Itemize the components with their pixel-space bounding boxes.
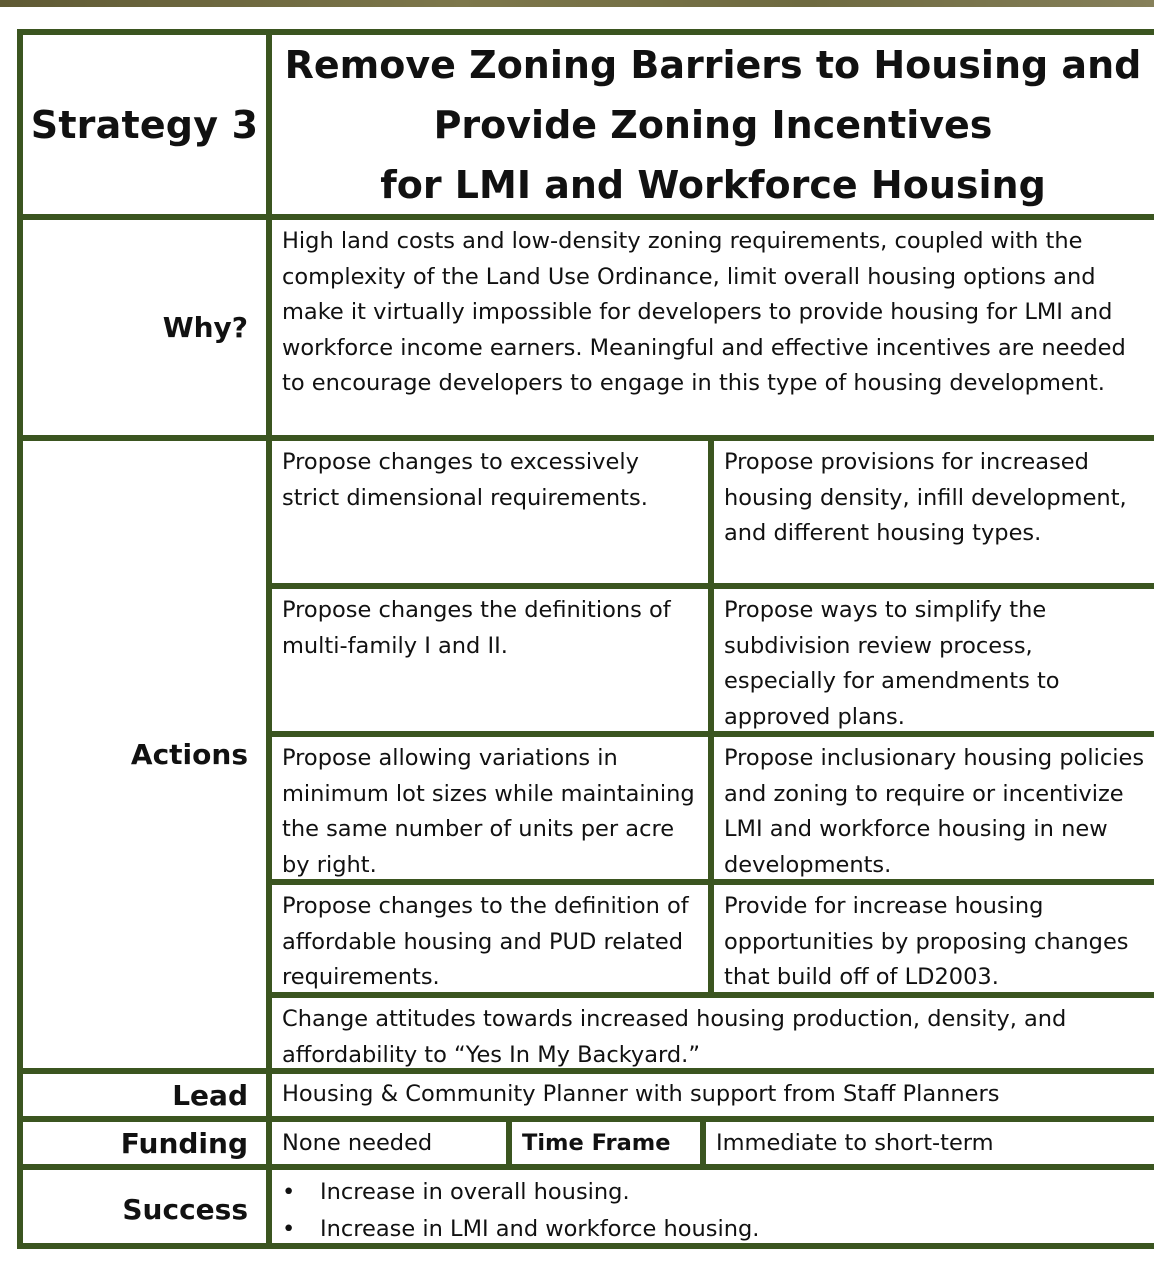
top-decorative-strip [0, 0, 1154, 7]
actions-row [23, 441, 1154, 1074]
funding-value: None needed [272, 1122, 512, 1164]
time-frame-value: Immediate to short-term [716, 1130, 994, 1156]
strategy-title [272, 35, 1154, 214]
why-label: Why? [23, 220, 272, 435]
action-row [272, 441, 1154, 589]
success-item [282, 1174, 1146, 1211]
bullet-icon: • [282, 1179, 296, 1205]
action-row [272, 589, 1154, 737]
strategy-title-line: Remove Zoning Barriers to Housing and [284, 42, 1142, 87]
action-row [272, 885, 1154, 998]
funding-area [272, 1122, 1154, 1164]
strategy-title-line: for LMI and Workforce Housing [380, 162, 1046, 207]
action-item: Propose allowing variations in minimum lot sizes while maintaining the same number of units per acre by right. [272, 737, 714, 879]
action-item: Propose inclusionary housing policies and zoning to require or incentivize LMI and workforce housing in new developments. [724, 745, 1145, 878]
action-item: Propose changes to the definition of affordable housing and PUD related requirements. [272, 885, 714, 992]
actions-label: Actions [23, 441, 272, 1068]
why-text: High land costs and low-density zoning requirements, coupled with the complexity of the Land Use Ordinance, limit overall housing options and make it virtually impossible for developers to provide housing for LMI and workforce income earners. Meaningful and effective incentives are needed to encourage developers to engage in this type of housing development. [282, 228, 1126, 396]
table-header-row [23, 35, 1154, 220]
lead-label: Lead [23, 1074, 272, 1116]
action-row-full [272, 998, 1154, 1074]
success-list [282, 1174, 1146, 1248]
strategy-table [17, 29, 1154, 1249]
success-label: Success [23, 1170, 272, 1249]
lead-text: Housing & Community Planner with support from Staff Planners [282, 1081, 1000, 1107]
action-item: Change attitudes towards increased housing production, density, and affordability to “Yes In My Backyard.” [282, 1006, 1067, 1068]
action-item: Propose changes the definitions of multi-family I and II. [272, 589, 714, 731]
funding-row [23, 1122, 1154, 1170]
success-row [23, 1170, 1154, 1249]
strategy-title-line: Provide Zoning Incentives [433, 102, 993, 147]
why-row [23, 220, 1154, 441]
strategy-label: Strategy 3 [23, 35, 272, 214]
success-content [272, 1170, 1154, 1249]
action-item: Propose ways to simplify the subdivision review process, especially for amendments to approved plans. [724, 597, 1060, 730]
time-frame-label: Time Frame [512, 1122, 706, 1164]
lead-row [23, 1074, 1154, 1122]
action-row [272, 737, 1154, 885]
funding-label: Funding [23, 1122, 272, 1164]
success-item [282, 1211, 1146, 1248]
action-item: Propose changes to excessively strict dimensional requirements. [272, 441, 714, 583]
success-item-text: Increase in LMI and workforce housing. [320, 1216, 760, 1242]
bullet-icon: • [282, 1216, 296, 1242]
action-item: Propose provisions for increased housing density, infill development, and different housing types. [724, 449, 1127, 546]
success-item-text: Increase in overall housing. [320, 1179, 630, 1205]
actions-grid [272, 441, 1154, 1068]
action-item: Provide for increase housing opportunities by proposing changes that build off of LD2003. [724, 893, 1129, 990]
